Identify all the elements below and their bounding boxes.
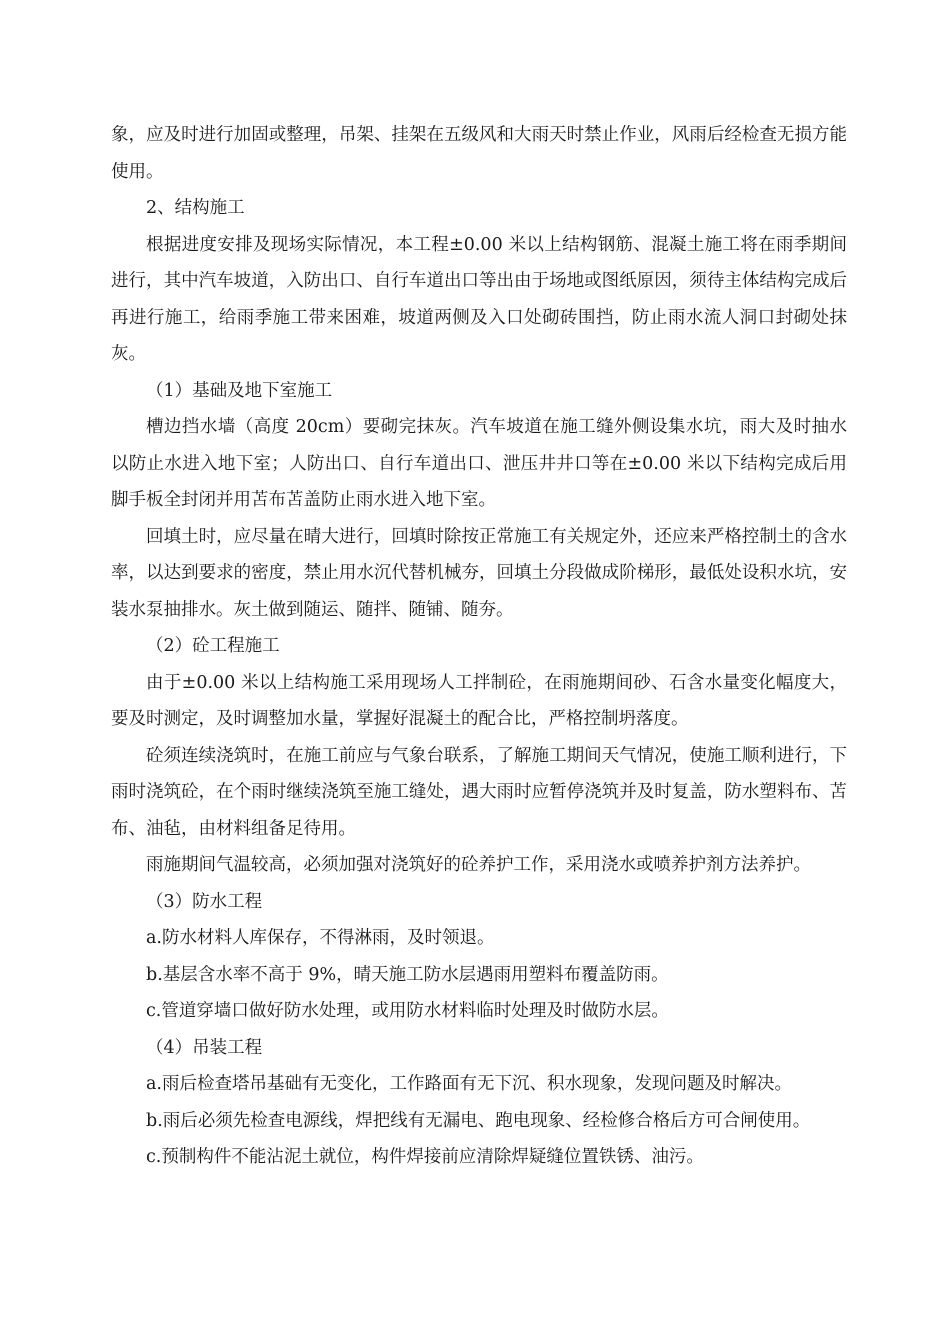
subsection-heading-hoisting: （4）吊装工程 xyxy=(146,1037,263,1058)
list-item: b.基层含水率不高于 9%，晴天施工防水层遇雨用塑料布覆盖防雨。 xyxy=(146,964,669,985)
paragraph: 根据进度安排及现场实际情况，本工程±0.00 米以上结构钢筋、混凝土施工将在雨季期间进行，其中汽车坡道，入防出口、自行车道出口等出由于场地或图纸原因，须待主体结构完成后再进行施工，给雨季施工带来困难，坡道两侧及入口处砌砖围挡，防止雨水流人洞口封砌处抹灰。 xyxy=(111,234,847,364)
subsection-heading-waterproofing: （3）防水工程 xyxy=(146,891,263,912)
list-item: a.防水材料人库保存，不得淋雨，及时领退。 xyxy=(146,928,495,948)
list-item: b.雨后必须先检查电源线，焊把线有无漏电、跑电现象、经检修合格后方可合闸使用。 xyxy=(146,1110,811,1131)
section-heading-structure: 2、结构施工 xyxy=(146,198,245,218)
subsection-heading-foundation: （1）基础及地下室施工 xyxy=(146,380,333,401)
paragraph: 槽边挡水墙（高度 20cm）要砌完抹灰。汽车坡道在施工缝外侧设集水坑，雨大及时抽水以防止水进入地下室；人防出口、自行车道出口、泄压井井口等在±0.00 米以下结构完成后用脚手板全封闭并用苫布苫盖防止雨水进入地下室。 xyxy=(111,417,847,510)
paragraph: 由于±0.00 米以上结构施工采用现场人工拌制砼，在雨施期间砂、石含水量变化幅度大，要及时测定，及时调整加水量，掌握好混凝土的配合比，严格控制坍落度。 xyxy=(111,672,847,729)
subsection-heading-concrete: （2）砼工程施工 xyxy=(146,636,280,656)
continued-paragraph: 象，应及时进行加固或整理，吊架、挂架在五级风和大雨天时禁止作业，风雨后经检查无损方能使用。 xyxy=(111,125,847,182)
paragraph: 砼须连续浇筑时，在施工前应与气象台联系，了解施工期间天气情况，使施工顺利进行，下雨时浇筑砼，在个雨时继续浇筑至施工缝处，遇大雨时应暂停浇筑并及时复盖，防水塑料布、苫布、油毡，由材料组备足待用。 xyxy=(111,745,847,839)
list-item: a.雨后检查塔吊基础有无变化，工作路面有无下沉、积水现象，发现问题及时解决。 xyxy=(146,1074,792,1094)
document-body xyxy=(111,117,847,1176)
list-item: c.管道穿墙口做好防水处理，或用防水材料临时处理及时做防水层。 xyxy=(146,1001,669,1021)
paragraph: 雨施期间气温较高，必须加强对浇筑好的砼养护工作，采用浇水或喷养护剂方法养护。 xyxy=(146,855,811,875)
list-item: c.预制构件不能沾泥土就位，构件焊接前应清除焊疑缝位置铁锈、油污。 xyxy=(146,1147,704,1167)
paragraph: 回填土时，应尽量在晴大进行，回填时除按正常施工有关规定外，还应来严格控制土的含水率，以达到要求的密度，禁止用水沉代替机械夯，回填土分段做成阶梯形，最低处设积水坑，安装水泵抽排水。灰土做到随运、随拌、随铺、随夯。 xyxy=(111,526,847,620)
